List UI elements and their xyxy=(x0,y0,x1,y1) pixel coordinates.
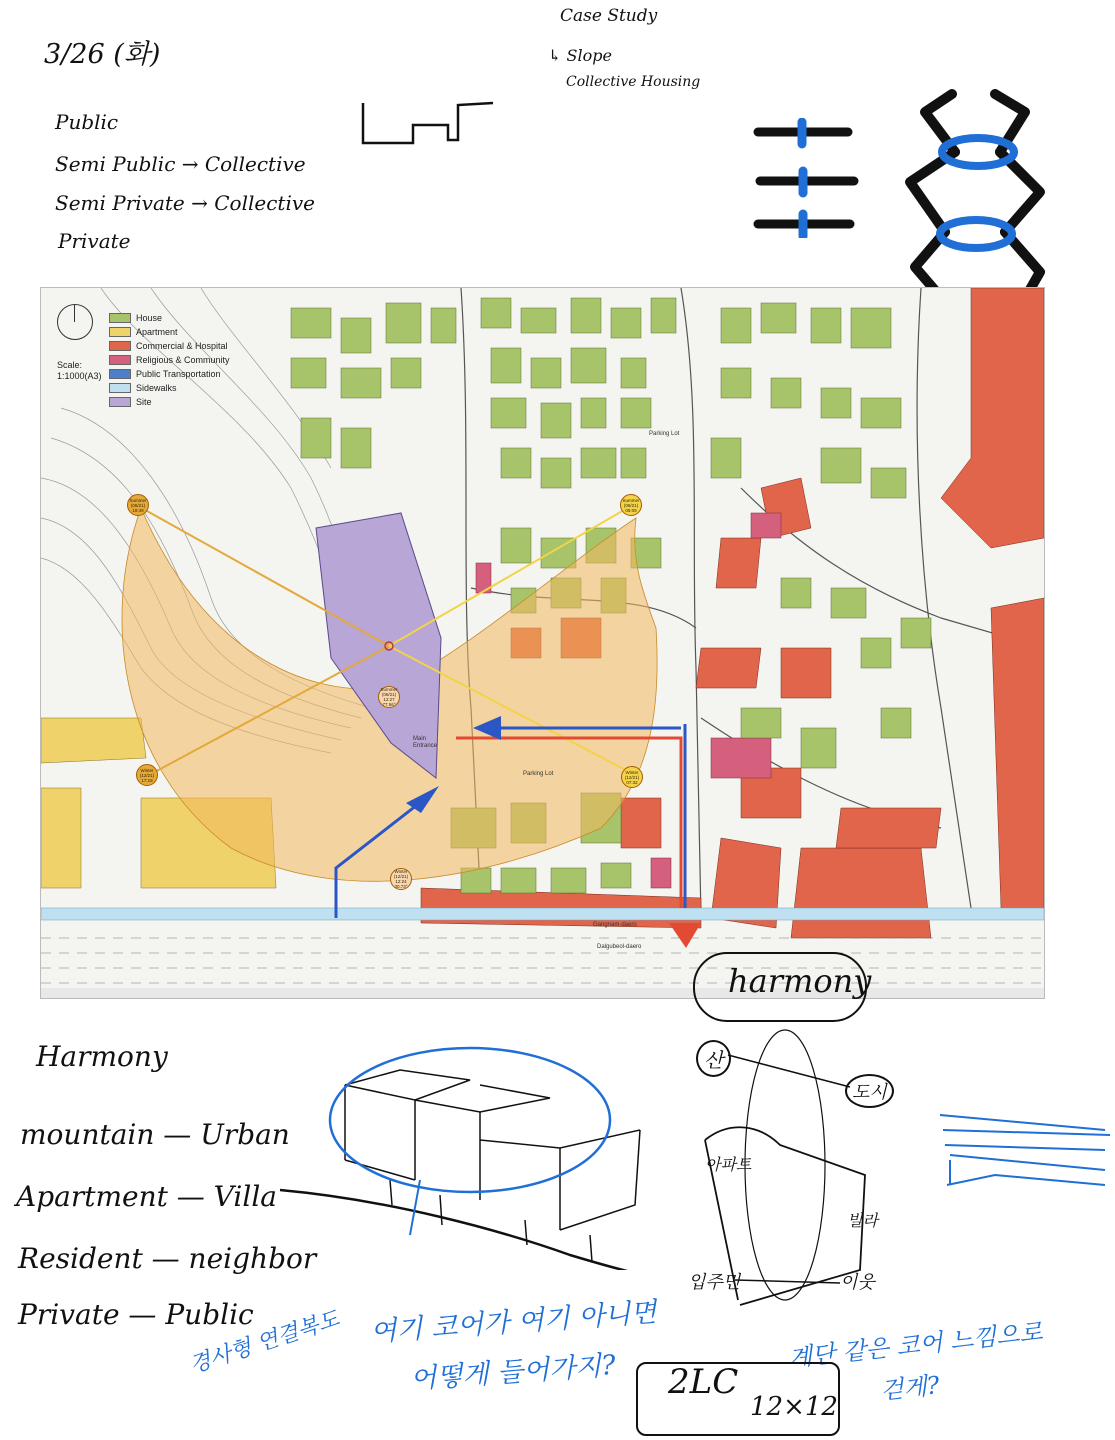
legend-swatch xyxy=(109,313,131,323)
legend-swatch xyxy=(109,397,131,407)
north-arrow-icon xyxy=(57,304,93,340)
apartment-label: 아파트 xyxy=(705,1155,752,1174)
legend-label: Apartment xyxy=(136,327,178,337)
map-scale xyxy=(57,360,102,382)
note-sloped-corridor: 경사형 연결복도 xyxy=(186,1306,343,1379)
legend-label: Religious & Community xyxy=(136,355,230,365)
resident-label: 입주민 xyxy=(688,1272,741,1293)
building-perspective-sketch xyxy=(270,1030,710,1270)
note-core-question-line2: 어떻게 들어가지? xyxy=(409,1349,617,1396)
slope-note: ↳ Slope xyxy=(548,46,612,65)
legend-item xyxy=(109,368,221,380)
note-stair-core-line1: 계단 같은 코어 느낌으로 xyxy=(787,1317,1044,1373)
stepped-section-sketch xyxy=(358,95,498,155)
legend-item xyxy=(109,340,228,352)
sun-point-summer-sunrise: Summer (06/21) 05:09 xyxy=(620,494,642,516)
harmony-pair: mountain — Urban xyxy=(20,1118,290,1151)
harmony-title: Harmony xyxy=(36,1040,168,1073)
mountain-label: 산 xyxy=(696,1040,731,1077)
sun-point-winter-sunrise: Winter (12/21) 07:32 xyxy=(621,766,643,788)
legend-swatch xyxy=(109,383,131,393)
legend-swatch xyxy=(109,369,131,379)
harmony-pair: Resident — neighbor xyxy=(18,1242,317,1275)
legend-item xyxy=(109,354,230,366)
harmony-pair: Apartment — Villa xyxy=(16,1180,277,1213)
scale-label: Scale: xyxy=(57,360,83,370)
sun-point-winter-noon: Winter (12/21) 12:24 30.73° xyxy=(390,868,412,890)
main-entrance-label: Main Entrance xyxy=(413,736,438,749)
street-label-gangnam: Gangnam-daero xyxy=(593,922,637,928)
case-study-note: Case Study xyxy=(560,6,658,26)
legend-label: House xyxy=(136,313,163,323)
parking-lot-label: Parking Lot xyxy=(649,431,680,437)
villa-label: 빌라 xyxy=(847,1211,878,1230)
unit-size-label: 2LC xyxy=(668,1362,739,1402)
legend-label: Site xyxy=(136,397,152,407)
zigzag-core-diagram xyxy=(900,82,1050,312)
legend-swatch xyxy=(109,355,131,365)
date-heading: 3/26 (화) xyxy=(44,39,161,70)
legend-label: Commercial & Hospital xyxy=(136,341,228,351)
privacy-item-private: Private xyxy=(58,229,131,253)
map-legend xyxy=(51,298,261,408)
city-label: 도시 xyxy=(845,1074,894,1108)
scale-value: 1:1000(A3) xyxy=(57,371,102,381)
harmony-pair: Private — Public xyxy=(18,1298,254,1331)
legend-item xyxy=(109,382,177,394)
note-stair-core-line2: 걷게? xyxy=(878,1370,941,1406)
core-bars-diagram xyxy=(750,118,865,238)
harmony-box-label: harmony xyxy=(728,962,872,1000)
site-map xyxy=(40,287,1045,999)
legend-label: Public Transportation xyxy=(136,369,221,379)
sun-point-summer-noon: Summer (06/21) 12:27 77.56° xyxy=(378,686,400,708)
legend-swatch xyxy=(109,327,131,337)
sun-point-summer-sunset: Summer (06/21) 19:49 xyxy=(127,494,149,516)
collective-housing-note: Collective Housing xyxy=(566,74,701,90)
neighbor-label: 이웃 xyxy=(840,1272,875,1293)
privacy-item-semi-private: Semi Private → Collective xyxy=(55,191,315,215)
unit-size-dims: 12×12 xyxy=(750,1392,838,1422)
legend-label: Sidewalks xyxy=(136,383,177,393)
parking-lot-label: Parking Lot xyxy=(523,771,554,777)
street-label-dalgubeol: Dalgubeol-daero xyxy=(597,944,642,950)
privacy-item-public: Public xyxy=(55,110,119,134)
blue-section-sketch xyxy=(935,1085,1115,1195)
sun-point-winter-sunset: Winter (12/21) 17:19 xyxy=(136,764,158,786)
legend-item xyxy=(109,326,178,338)
legend-swatch xyxy=(109,341,131,351)
note-core-question-line1: 여기 코어가 여기 아니면 xyxy=(369,1297,658,1348)
legend-item xyxy=(109,312,162,324)
legend-item xyxy=(109,396,152,408)
privacy-item-semi-public: Semi Public → Collective xyxy=(55,152,306,176)
